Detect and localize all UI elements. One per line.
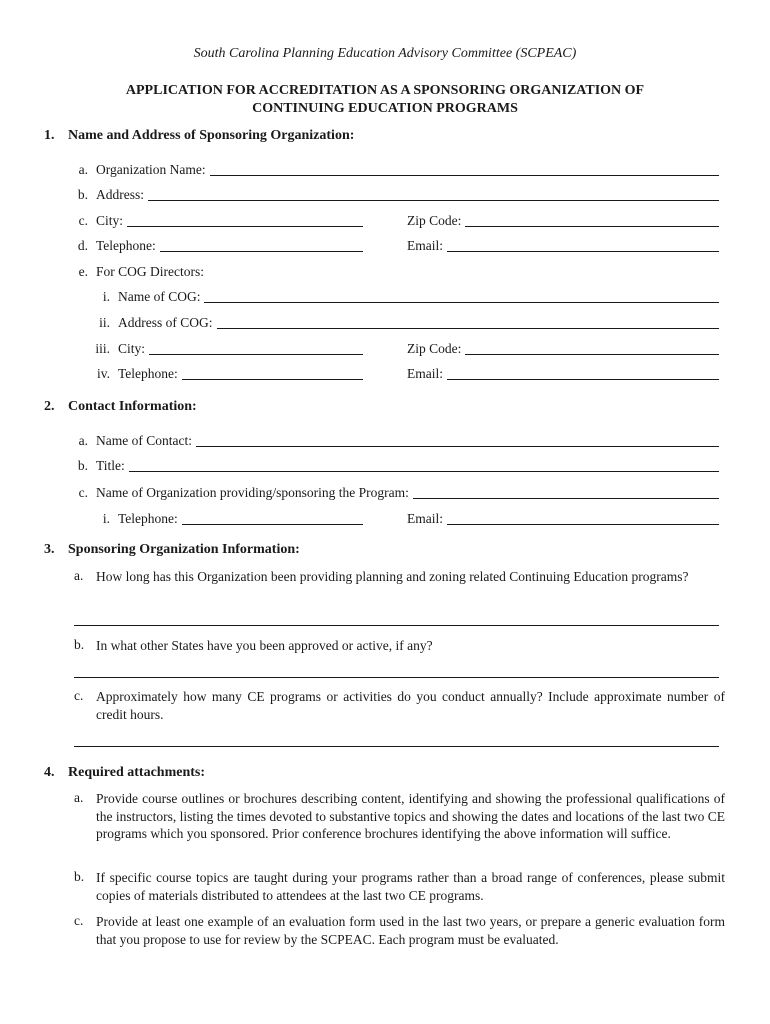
item-marker: e. [78,264,88,279]
sponsor-org-label: Name of Organization providing/sponsoring the Program: [96,485,409,500]
contact-telephone-label: Telephone: [118,511,178,526]
contact-email-row [407,509,719,527]
cog-email-label: Email: [407,366,443,381]
cog-zip-row [407,339,719,357]
section-3-heading [44,542,300,558]
contact-name-field[interactable] [196,433,719,447]
section-2-heading [44,399,197,415]
address-label: Address: [96,187,144,202]
cog-name-row [80,287,719,305]
cog-telephone-label: Telephone: [118,366,178,381]
cog-zip-field[interactable] [465,341,719,355]
city-label: City: [96,213,124,228]
cog-city-label: City: [118,341,146,356]
item-marker: a. [78,162,88,177]
zip-row [407,211,719,229]
section-1-heading [44,128,354,144]
cog-email-row [407,364,719,382]
cog-address-row [80,313,719,331]
contact-title-field[interactable] [129,458,719,472]
attachment-materials-text: If specific course topics are taught during your programs rather than a broad range of conferences, please submit copies of materials distributed to attendees at the last two CE programs. [96,870,725,903]
item-marker: iii. [95,341,110,356]
city-row [66,211,363,229]
question-states-text: In what other States have you been approved or active, if any? [96,638,433,653]
org-name-row [66,160,719,178]
contact-name-row [66,431,719,449]
cog-directors-label: For COG Directors: [96,264,204,279]
cog-directors-row [66,262,466,280]
question-programs-text: Approximately how many CE programs or activities do you conduct annually? Include approximate number of credit hours. [96,689,725,722]
section-title: Sponsoring Organization Information: [68,542,300,557]
email-row [407,236,719,254]
address-field[interactable] [148,187,719,201]
answer-states-field[interactable] [74,677,719,678]
section-number: 3. [44,542,55,557]
form-title-line-2: CONTINUING EDUCATION PROGRAMS [252,101,518,116]
cog-city-field[interactable] [149,341,363,355]
city-field[interactable] [127,213,363,227]
cog-city-row [80,339,363,357]
item-marker: b. [77,458,88,473]
zip-field[interactable] [465,213,719,227]
sponsor-org-row [66,483,719,501]
answer-years-field[interactable] [74,625,719,626]
zip-label: Zip Code: [407,213,462,228]
cog-name-field[interactable] [204,289,719,303]
item-marker: b. [77,187,88,202]
cog-zip-label: Zip Code: [407,341,462,356]
attachment-evaluation-text: Provide at least one example of an evaluation form used in the last two years, or prepare a generic evaluation form that you propose to use for review by the SCPEAC. Each program must be evaluated. [96,914,725,947]
org-name-label: Organization Name: [96,162,206,177]
item-marker: a. [74,568,84,583]
contact-email-field[interactable] [447,511,719,525]
question-years-text: How long has this Organization been providing planning and zoning related Continuing Education programs? [96,569,689,584]
cog-address-field[interactable] [217,315,720,329]
item-marker: i. [102,511,110,526]
section-number: 1. [44,128,55,143]
attachment-outlines-text: Provide course outlines or brochures describing content, identifying and showing the professional qualifications of the instructors, listing the times devoted to substantive topics and showing the dates and locations of the last two CE programs which you sponsored. Prior conference brochures identifying the above information will suffice. [96,791,725,841]
telephone-row [66,236,363,254]
cog-email-field[interactable] [447,366,719,380]
cog-telephone-field[interactable] [182,366,363,380]
cog-name-label: Name of COG: [118,289,201,304]
section-number: 4. [44,765,55,780]
item-marker: c. [78,485,88,500]
form-title [60,82,710,118]
email-field[interactable] [447,238,719,252]
section-title: Required attachments: [68,765,206,780]
section-title: Contact Information: [68,399,197,414]
contact-title-label: Title: [96,458,125,473]
item-marker: c. [78,213,88,228]
section-number: 2. [44,399,55,414]
telephone-field[interactable] [160,238,363,252]
item-marker: iv. [97,366,110,381]
contact-email-label: Email: [407,511,443,526]
item-marker: c. [74,913,84,928]
answer-programs-field[interactable] [74,746,719,747]
item-marker: b. [74,869,85,884]
contact-name-label: Name of Contact: [96,433,192,448]
committee-name: South Carolina Planning Education Advisory Committee (SCPEAC) [193,46,577,61]
form-title-line-1: APPLICATION FOR ACCREDITATION AS A SPONSORING ORGANIZATION OF [125,83,645,98]
section-4-heading [44,765,205,781]
email-label: Email: [407,238,443,253]
item-marker: c. [74,688,84,703]
item-marker: b. [74,637,85,652]
item-marker: i. [102,289,110,304]
contact-telephone-row [80,509,363,527]
item-marker: a. [74,790,84,805]
telephone-label: Telephone: [96,238,156,253]
contact-title-row [66,456,719,474]
item-marker: d. [77,238,88,253]
org-name-field[interactable] [210,162,719,176]
cog-telephone-row [80,364,363,382]
cog-address-label: Address of COG: [118,315,213,330]
address-row [66,185,719,203]
contact-telephone-field[interactable] [182,511,363,525]
item-marker: a. [78,433,88,448]
section-title: Name and Address of Sponsoring Organization: [68,128,355,143]
item-marker: ii. [99,315,110,330]
sponsor-org-field[interactable] [413,485,719,499]
